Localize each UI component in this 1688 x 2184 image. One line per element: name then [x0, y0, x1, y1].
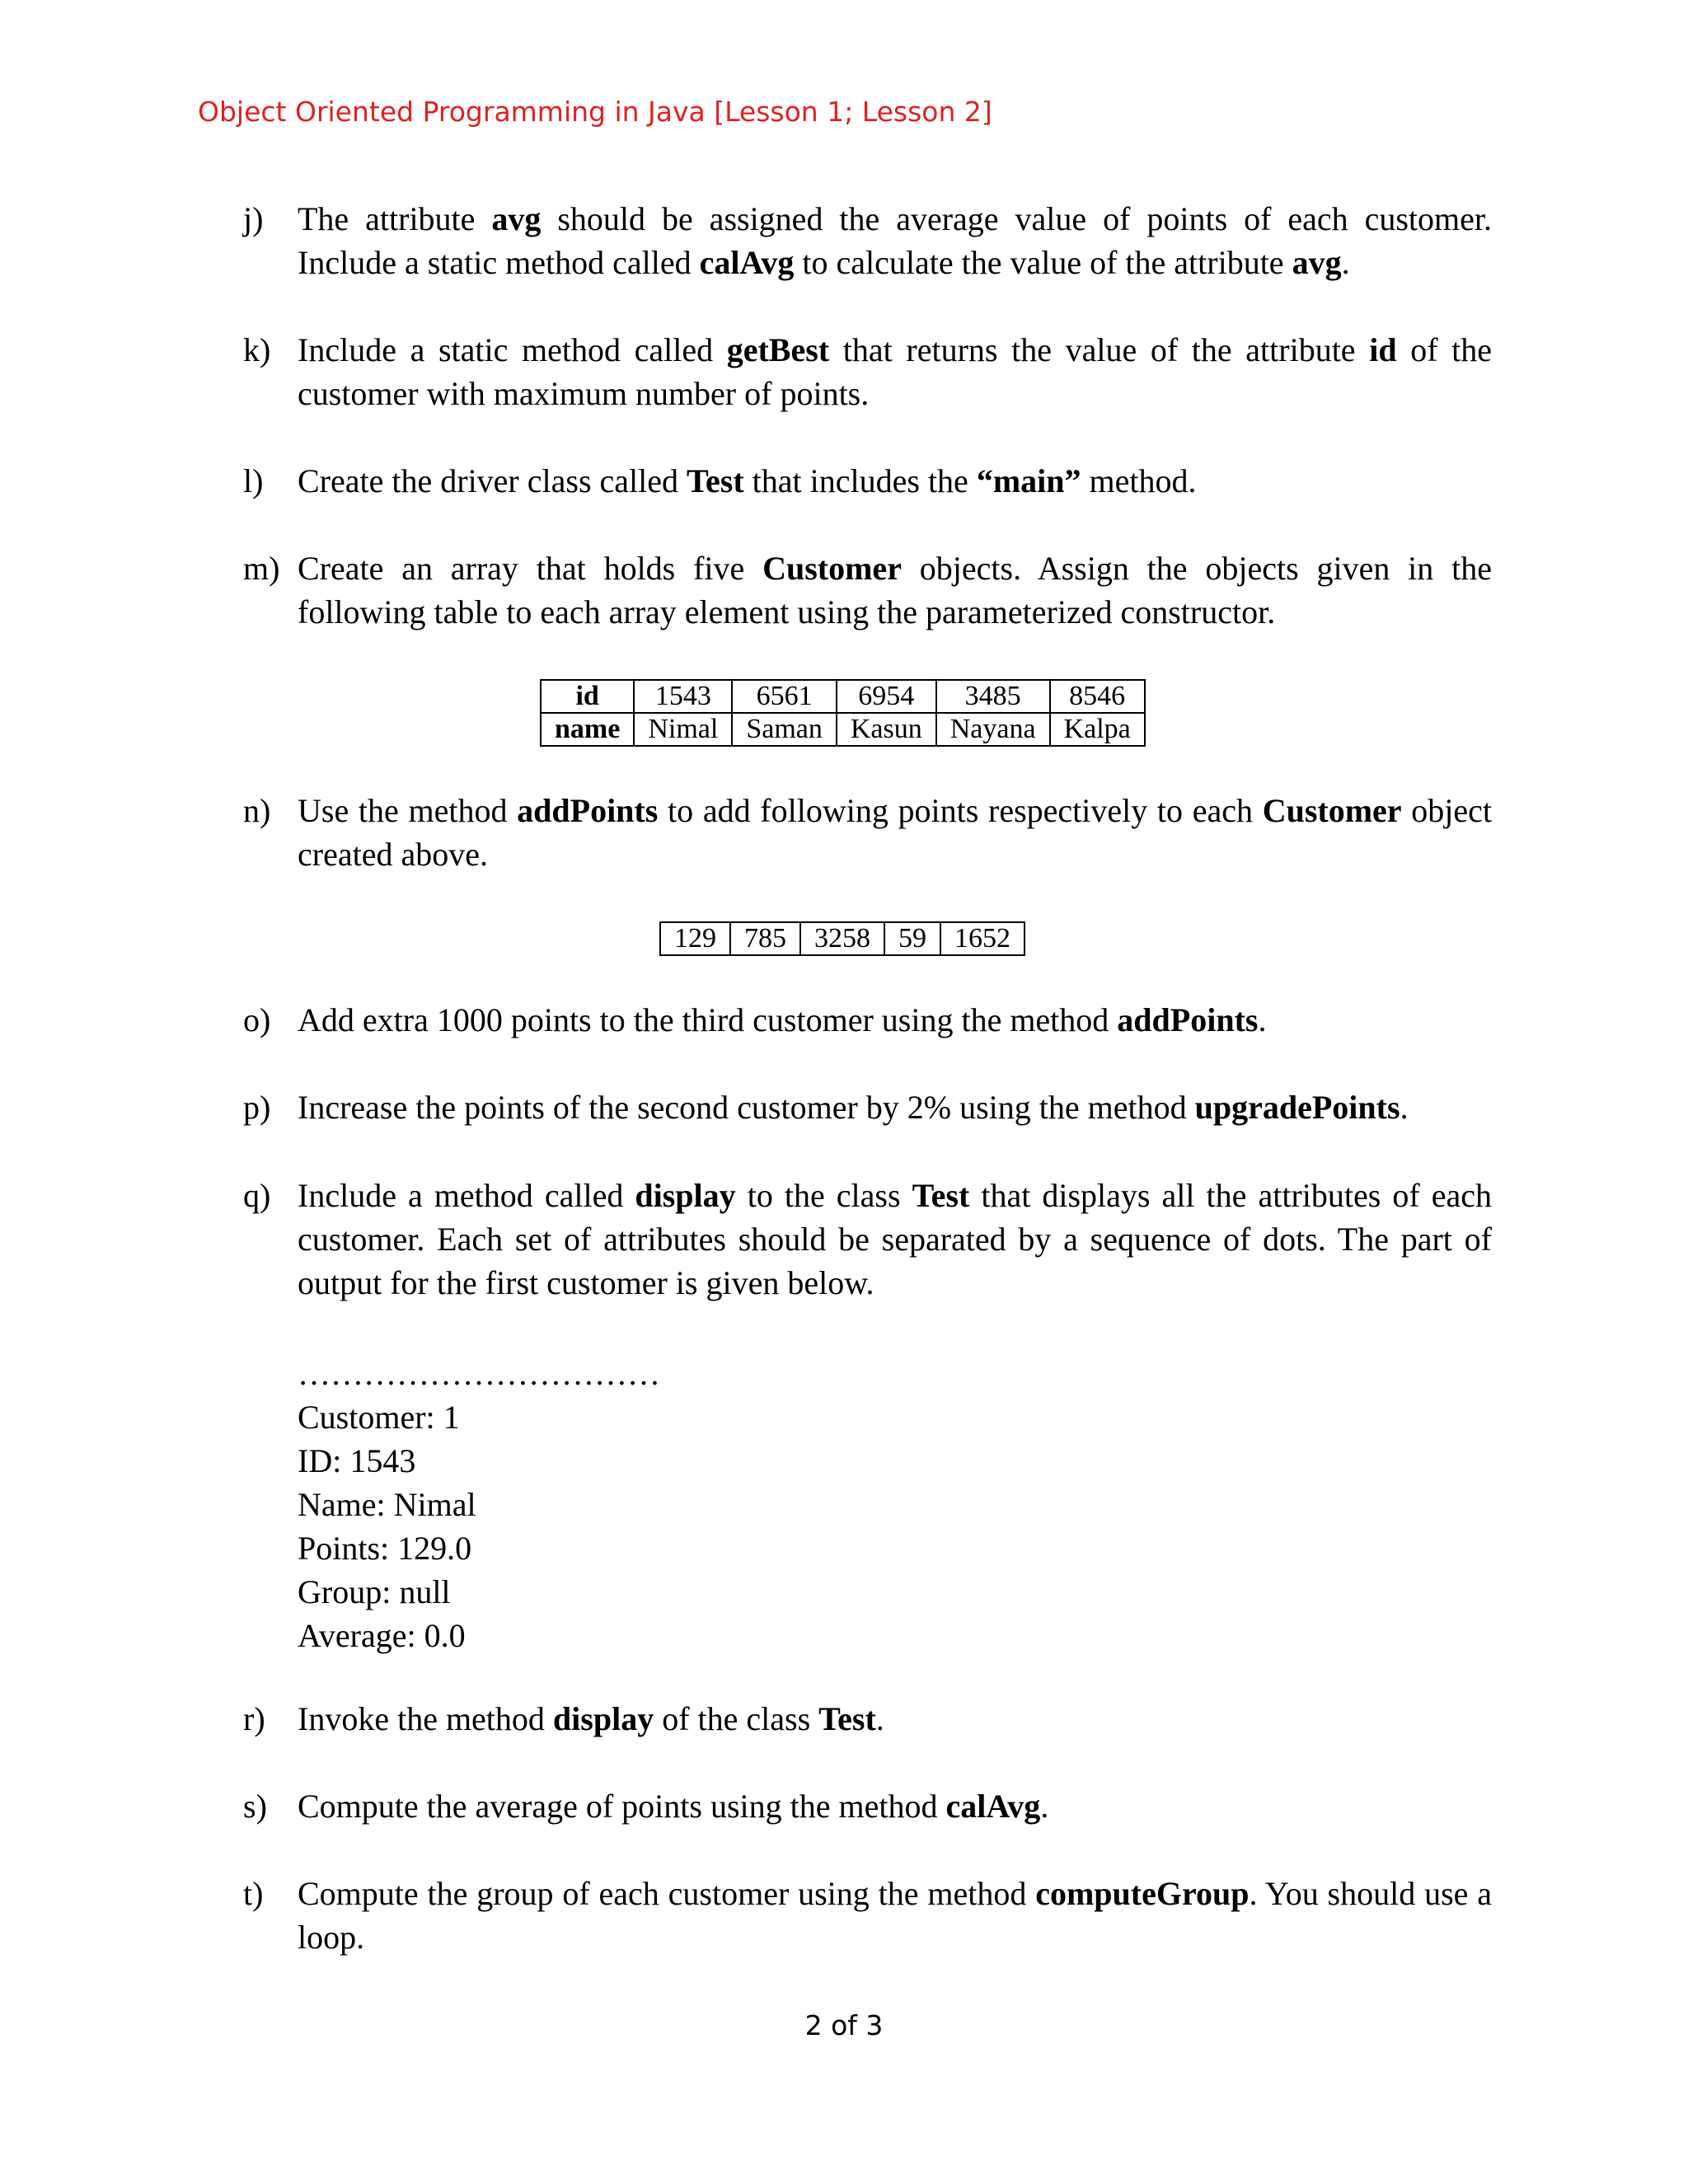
dot-separator: ……………………………	[298, 1355, 660, 1392]
item-t	[243, 1872, 1492, 1959]
item-p	[243, 1085, 1492, 1129]
item-text: The attribute avg should be assigned the average value of points of each customer. Include a static method called calAvg to calculate the value of the attribute avg.	[298, 200, 1493, 281]
item-text: Add extra 1000 points to the third customer using the method addPoints.	[298, 1001, 1267, 1038]
output-line: Customer: 1	[298, 1399, 460, 1436]
output-line: Average: 0.0	[298, 1617, 466, 1654]
item-text: Increase the points of the second customer by 2% using the method upgradePoints.	[298, 1089, 1409, 1126]
table-header-id: id	[541, 680, 634, 713]
item-text: Compute the average of points using the method calAvg.	[298, 1788, 1049, 1825]
item-label: n)	[243, 792, 271, 829]
table-cell: Nayana	[936, 713, 1050, 746]
item-text: Invoke the method display of the class Test.	[298, 1700, 884, 1737]
item-label: j)	[243, 200, 264, 237]
item-q	[243, 1174, 1492, 1305]
sample-output	[298, 1352, 660, 1657]
item-text: Include a method called display to the class Test that displays all the attributes of each customer. Each set of attributes should be separated by a sequence of dots. The part of output for the first customer is given below.	[298, 1177, 1493, 1301]
table-cell: Nimal	[634, 713, 732, 746]
item-label: k)	[243, 331, 271, 368]
output-line: Group: null	[298, 1573, 451, 1610]
output-line: ID: 1543	[298, 1442, 416, 1479]
table-row	[660, 922, 1025, 955]
output-line: Points: 129.0	[298, 1530, 472, 1567]
table-header-name: name	[541, 713, 634, 746]
output-line: Name: Nimal	[298, 1486, 476, 1523]
table-cell: 6561	[732, 680, 837, 713]
table-cell: 1543	[634, 680, 732, 713]
item-label: o)	[243, 1001, 271, 1038]
item-text: Include a static method called getBest that returns the value of the attribute id of the customer with maximum number of points.	[298, 331, 1493, 412]
table-cell: 59	[884, 922, 940, 955]
document-header: Object Oriented Programming in Java [Lesson 1; Lesson 2]	[198, 96, 992, 128]
item-s	[243, 1784, 1492, 1828]
item-label: r)	[243, 1700, 265, 1737]
item-text: Compute the group of each customer using the method computeGroup. You should use a loop.	[298, 1875, 1493, 1956]
table-cell: 8546	[1050, 680, 1145, 713]
item-label: s)	[243, 1788, 267, 1825]
points-table	[659, 921, 1025, 956]
table-cell: Saman	[732, 713, 837, 746]
item-j	[243, 197, 1492, 284]
table-cell: 3258	[800, 922, 884, 955]
item-label: q)	[243, 1177, 271, 1214]
item-label: l)	[243, 462, 264, 499]
table-cell: 1652	[940, 922, 1025, 955]
item-text: Use the method addPoints to add following points respectively to each Customer object created above.	[298, 792, 1492, 873]
item-r	[243, 1697, 1492, 1741]
item-label: t)	[243, 1875, 264, 1912]
item-text: Create an array that holds five Customer objects. Assign the objects given in the following table to each array element using the parameterized constructor.	[298, 550, 1492, 630]
item-k	[243, 328, 1492, 415]
table-cell: 785	[730, 922, 800, 955]
table-row-names	[541, 713, 1145, 746]
table-cell: 6954	[837, 680, 936, 713]
table-cell: 129	[660, 922, 730, 955]
page-number: 2 of 3	[804, 2009, 884, 2041]
item-o	[243, 998, 1492, 1042]
item-label: p)	[243, 1089, 271, 1126]
item-n	[243, 789, 1492, 876]
table-row-ids	[541, 680, 1145, 713]
table-cell: 3485	[936, 680, 1050, 713]
customer-table	[540, 679, 1146, 747]
item-l	[243, 459, 1492, 503]
item-m	[243, 546, 1492, 634]
item-label: m)	[243, 550, 280, 587]
table-cell: Kasun	[837, 713, 936, 746]
table-cell: Kalpa	[1050, 713, 1145, 746]
item-text: Create the driver class called Test that includes the “main” method.	[298, 462, 1197, 499]
